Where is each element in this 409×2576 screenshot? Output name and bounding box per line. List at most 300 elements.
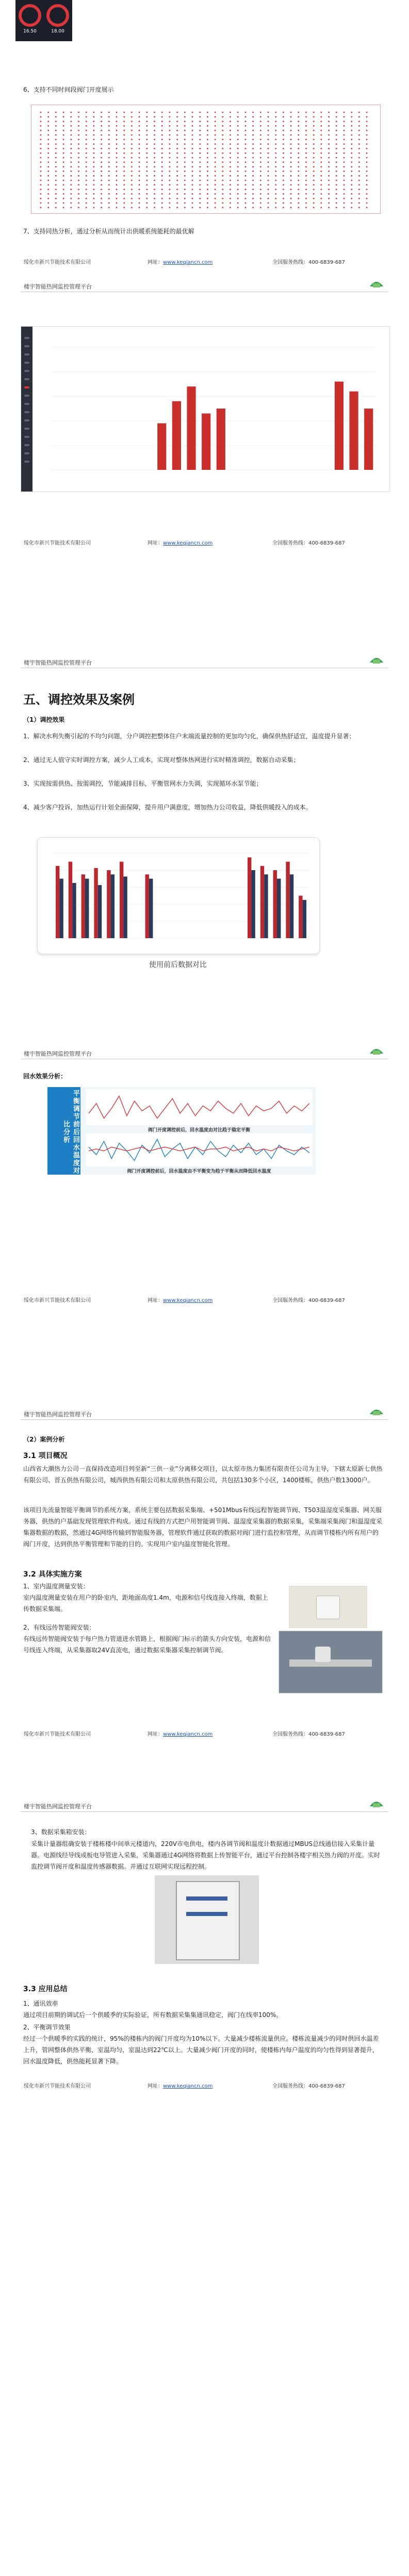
valve-dot bbox=[199, 130, 201, 131]
valve-dot bbox=[101, 139, 102, 140]
valve-dot bbox=[275, 166, 276, 167]
valve-dot bbox=[313, 207, 315, 208]
valve-dot bbox=[55, 207, 57, 208]
valve-dot bbox=[328, 171, 330, 172]
valve-dot bbox=[78, 157, 79, 159]
valve-dot bbox=[260, 112, 261, 113]
valve-dot bbox=[230, 121, 231, 122]
valve-dot bbox=[86, 116, 87, 117]
valve-dot bbox=[305, 157, 307, 159]
footer-site bbox=[148, 1730, 212, 1737]
valve-dot bbox=[199, 198, 201, 199]
bar bbox=[98, 885, 102, 938]
valve-dot bbox=[146, 152, 148, 154]
valve-dot bbox=[275, 148, 276, 149]
valve-dot bbox=[215, 139, 216, 140]
footer-site-label: 网址： bbox=[148, 260, 163, 265]
valve-dot bbox=[146, 139, 148, 140]
valve-dot bbox=[40, 157, 42, 159]
valve-dot bbox=[215, 198, 216, 199]
collector-cabinet-photo bbox=[155, 1875, 259, 1964]
valve-dot bbox=[290, 189, 292, 190]
valve-dot bbox=[366, 166, 368, 167]
valve-dot bbox=[268, 207, 269, 208]
valve-dot bbox=[207, 198, 208, 199]
valve-dot bbox=[283, 112, 284, 113]
valve-dot bbox=[305, 112, 307, 113]
valve-dot bbox=[78, 121, 79, 122]
valve-dot bbox=[313, 139, 315, 140]
valve-dot bbox=[123, 134, 125, 136]
valve-dot bbox=[70, 193, 72, 195]
valve-dot bbox=[290, 180, 292, 181]
valve-dot bbox=[358, 207, 360, 208]
valve-dot bbox=[184, 189, 186, 190]
valve-dot bbox=[101, 184, 102, 185]
valve-dot bbox=[55, 202, 57, 204]
valve-dot bbox=[169, 198, 171, 199]
valve-dot bbox=[366, 148, 368, 149]
valve-dot bbox=[268, 193, 269, 195]
valve-dot bbox=[70, 143, 72, 145]
valve-dot bbox=[146, 175, 148, 177]
valve-dot bbox=[146, 116, 148, 117]
valve-dot bbox=[268, 189, 269, 190]
valve-dot bbox=[275, 130, 276, 131]
valve-dot bbox=[268, 175, 269, 177]
valve-dot bbox=[245, 143, 247, 145]
valve-dot bbox=[351, 121, 352, 122]
valve-dot bbox=[358, 125, 360, 127]
valve-dot bbox=[108, 180, 110, 181]
valve-install-para: 有线远传智能阀安装于每户热力管道进水管路上，根据阀门标示的箭头方向安装，电源和信号线连入终端，从采集器取24V直流电，通过数据采集器采集控制调节阀。 bbox=[23, 1635, 271, 1654]
valve-dot bbox=[305, 116, 307, 117]
valve-dot bbox=[123, 139, 125, 140]
valve-dot bbox=[108, 198, 110, 199]
valve-dot bbox=[343, 134, 345, 136]
valve-dot bbox=[230, 143, 231, 145]
valve-dot bbox=[78, 180, 79, 181]
valve-dot bbox=[139, 166, 140, 167]
valve-dot bbox=[268, 139, 269, 140]
valve-dot bbox=[358, 157, 360, 159]
item-6-text: 6、支持不同时间段阀门开度展示 bbox=[23, 86, 114, 93]
bar bbox=[248, 857, 251, 938]
valve-dot bbox=[343, 121, 345, 122]
valve-dot bbox=[222, 198, 223, 199]
valve-dot bbox=[47, 175, 49, 177]
indoor-sensor-photo bbox=[289, 1586, 367, 1628]
valve-dot bbox=[184, 116, 186, 117]
valve-dot bbox=[176, 125, 178, 127]
valve-dot bbox=[298, 189, 299, 190]
valve-dot bbox=[63, 152, 64, 154]
valve-dot bbox=[283, 134, 284, 136]
footer-hotline bbox=[272, 258, 345, 265]
bar bbox=[273, 870, 277, 938]
valve-dot bbox=[215, 130, 216, 131]
valve-dot bbox=[343, 189, 345, 190]
company-logo-icon bbox=[368, 1044, 385, 1056]
valve-dot bbox=[237, 130, 239, 131]
valve-dot bbox=[245, 130, 247, 131]
valve-dot bbox=[139, 143, 140, 145]
valve-dot bbox=[237, 152, 239, 154]
bar bbox=[202, 414, 210, 470]
valve-dot bbox=[101, 161, 102, 163]
valve-dot bbox=[93, 198, 95, 199]
valve-dot bbox=[358, 189, 360, 190]
footer-hotline-number: 400-6839-687 bbox=[308, 2083, 345, 2089]
valve-dot bbox=[268, 152, 269, 154]
valve-dot bbox=[358, 193, 360, 195]
valve-dot bbox=[230, 175, 231, 177]
valve-dot bbox=[116, 157, 118, 159]
footer-hotline bbox=[272, 1730, 345, 1737]
valve-dot bbox=[161, 116, 163, 117]
valve-dot bbox=[184, 112, 186, 113]
valve-dot bbox=[108, 161, 110, 163]
valve-dot bbox=[161, 207, 163, 208]
valve-dot bbox=[328, 202, 330, 204]
valve-dot bbox=[366, 171, 368, 172]
valve-dot bbox=[86, 157, 87, 159]
valve-dot bbox=[343, 116, 345, 117]
page-header-title: 楼宇智能热网监控管理平台 bbox=[24, 1803, 92, 1810]
valve-dot bbox=[192, 198, 193, 199]
valve-dot bbox=[343, 130, 345, 131]
chart-caption: 使用前后数据对比 bbox=[149, 961, 207, 969]
valve-dot bbox=[321, 166, 322, 167]
valve-dot bbox=[245, 175, 247, 177]
valve-dot bbox=[321, 157, 322, 159]
valve-dot bbox=[176, 198, 178, 199]
valve-dot bbox=[161, 134, 163, 136]
valve-dot bbox=[86, 121, 87, 122]
bar bbox=[94, 868, 97, 938]
valve-dot bbox=[55, 139, 57, 140]
left-banner bbox=[47, 1087, 80, 1175]
valve-dot bbox=[230, 207, 231, 208]
valve-dot bbox=[230, 157, 231, 159]
valve-dot bbox=[70, 198, 72, 199]
bar bbox=[59, 879, 63, 939]
valve-dot bbox=[351, 116, 352, 117]
valve-dot bbox=[154, 189, 155, 190]
valve-dot bbox=[321, 198, 322, 199]
valve-dot bbox=[101, 134, 102, 136]
valve-dot bbox=[215, 157, 216, 159]
valve-dot bbox=[245, 116, 247, 117]
bar bbox=[85, 879, 89, 939]
valve-dot bbox=[305, 130, 307, 131]
valve-dot bbox=[146, 125, 148, 127]
valve-dot bbox=[237, 175, 239, 177]
valve-dot bbox=[86, 198, 87, 199]
valve-dot bbox=[321, 175, 322, 177]
valve-dot bbox=[268, 180, 269, 181]
valve-dot bbox=[252, 143, 254, 145]
valve-dot bbox=[237, 143, 239, 145]
valve-dot bbox=[275, 116, 276, 117]
valve-dot bbox=[222, 112, 223, 113]
valve-dot bbox=[343, 143, 345, 145]
valve-dot bbox=[169, 171, 171, 172]
valve-dot bbox=[184, 171, 186, 172]
valve-dot bbox=[154, 112, 155, 113]
valve-dot bbox=[108, 116, 110, 117]
valve-dot bbox=[215, 184, 216, 185]
valve-dot bbox=[101, 180, 102, 181]
valve-dot bbox=[252, 193, 254, 195]
valve-dot bbox=[47, 171, 49, 172]
valve-dot bbox=[336, 180, 337, 181]
valve-dot bbox=[260, 180, 261, 181]
valve-dot bbox=[215, 152, 216, 154]
valve-dot bbox=[366, 139, 368, 140]
valve-dot bbox=[176, 130, 178, 131]
valve-dot bbox=[298, 166, 299, 167]
valve-dot bbox=[222, 161, 223, 163]
valve-dot bbox=[199, 134, 201, 136]
valve-dot bbox=[366, 157, 368, 159]
valve-dot bbox=[101, 130, 102, 131]
footer-site-label: 网址： bbox=[148, 2083, 163, 2089]
valve-dot bbox=[123, 125, 125, 127]
bar bbox=[145, 874, 149, 938]
valve-dot bbox=[86, 202, 87, 204]
valve-dot bbox=[139, 148, 140, 149]
valve-dot bbox=[351, 157, 352, 159]
valve-dot bbox=[86, 148, 87, 149]
valve-dot bbox=[230, 139, 231, 140]
footer-company: 绥化市新兴节能技术有限公司 bbox=[24, 1732, 91, 1737]
valve-dot bbox=[101, 171, 102, 172]
valve-dot bbox=[298, 121, 299, 122]
chart-top-caption: 阀门开度调控前后，回水温度由对比趋于稳定平衡 bbox=[148, 1128, 250, 1133]
valve-dot bbox=[169, 134, 171, 136]
valve-dot bbox=[245, 198, 247, 199]
valve-dot bbox=[184, 166, 186, 167]
valve-dot bbox=[230, 180, 231, 181]
valve-dot bbox=[275, 175, 276, 177]
valve-dot bbox=[78, 193, 79, 195]
valve-dot bbox=[78, 152, 79, 154]
valve-dot bbox=[283, 148, 284, 149]
valve-dot bbox=[199, 152, 201, 154]
valve-dot bbox=[108, 143, 110, 145]
valve-dot bbox=[336, 193, 337, 195]
valve-dot bbox=[123, 207, 125, 208]
valve-dot bbox=[290, 116, 292, 117]
footer-hotline-label: 全国服务热线： bbox=[272, 2083, 308, 2089]
balance-effect-para: 经过一个供暖季的实践的统计，95%的楼栋内的阀门开度均为10%以下。大量减少楼栋流量供应。楼栋流量减少的同时供回水温差上升，管网整体供热平衡，室温均匀，室温达到22℃以上。大量减少阀门开度的同时，使楼栋内每户温度的均匀性得到显著提升，回水温度降低，供热能耗显著下降。 bbox=[23, 2035, 379, 2065]
valve-dot bbox=[260, 148, 261, 149]
valve-dot bbox=[63, 207, 64, 208]
valve-dot bbox=[275, 157, 276, 159]
valve-dot bbox=[283, 175, 284, 177]
valve-dot bbox=[290, 207, 292, 208]
footer-hotline-label: 全国服务热线： bbox=[272, 1732, 308, 1737]
valve-dot bbox=[275, 202, 276, 204]
valve-dot bbox=[298, 161, 299, 163]
valve-dot bbox=[78, 143, 79, 145]
valve-dot bbox=[40, 125, 42, 127]
valve-dot bbox=[222, 180, 223, 181]
valve-dot bbox=[275, 180, 276, 181]
section-title: 五、调控效果及案例 bbox=[23, 692, 135, 707]
valve-dot bbox=[47, 157, 49, 159]
valve-dot bbox=[305, 189, 307, 190]
valve-dot bbox=[139, 157, 140, 159]
valve-dot bbox=[366, 112, 368, 113]
valve-dot bbox=[237, 116, 239, 117]
footer-hotline-number: 400-6839-687 bbox=[308, 260, 345, 265]
valve-dot bbox=[116, 112, 118, 113]
valve-dot bbox=[351, 125, 352, 127]
valve-dot bbox=[321, 184, 322, 185]
valve-dot bbox=[154, 175, 155, 177]
valve-dot bbox=[222, 189, 223, 190]
valve-dot bbox=[116, 184, 118, 185]
valve-dot bbox=[343, 202, 345, 204]
valve-dot bbox=[275, 193, 276, 195]
footer-site-link[interactable]: www.keqiancn.com bbox=[163, 1732, 213, 1737]
valve-dot bbox=[55, 112, 57, 113]
footer-hotline-number: 400-6839-687 bbox=[308, 540, 345, 546]
valve-dot bbox=[321, 112, 322, 113]
footer-hotline bbox=[272, 538, 345, 546]
valve-dot bbox=[237, 139, 239, 140]
valve-dot bbox=[290, 125, 292, 127]
valve-dot bbox=[268, 116, 269, 117]
valve-dot bbox=[139, 116, 140, 117]
valve-dot bbox=[78, 148, 79, 149]
valve-dot bbox=[131, 171, 133, 172]
valve-dot bbox=[108, 202, 110, 204]
valve-dot bbox=[40, 180, 42, 181]
valve-dot bbox=[78, 198, 79, 199]
valve-dot bbox=[161, 157, 163, 159]
footer-site-link[interactable]: www.keqiancn.com bbox=[163, 260, 213, 265]
valve-dot bbox=[108, 112, 110, 113]
valve-dot bbox=[245, 184, 247, 185]
valve-dot bbox=[63, 121, 64, 122]
valve-dot bbox=[70, 116, 72, 117]
valve-dot bbox=[199, 121, 201, 122]
valve-dot bbox=[131, 134, 133, 136]
valve-dot bbox=[222, 121, 223, 122]
valve-dot bbox=[305, 198, 307, 199]
valve-dot bbox=[298, 112, 299, 113]
valve-dot bbox=[215, 125, 216, 127]
valve-dot bbox=[78, 130, 79, 131]
footer-site-link[interactable]: www.keqiancn.com bbox=[163, 1298, 213, 1303]
valve-dot bbox=[169, 161, 171, 163]
valve-dot bbox=[245, 125, 247, 127]
valve-dot bbox=[222, 207, 223, 208]
valve-dot bbox=[298, 152, 299, 154]
effect-para-1: 1、解决水利失衡引起的不均匀问题，分户调控把整体住户末端流量控制的更加均匀化，确保供热舒适宜，温度提升显著； bbox=[23, 733, 355, 740]
valve-dot bbox=[328, 198, 330, 199]
valve-dot bbox=[131, 180, 133, 181]
valve-dot bbox=[101, 152, 102, 154]
valve-dot bbox=[108, 134, 110, 136]
valve-dot bbox=[237, 157, 239, 159]
valve-dot bbox=[86, 112, 87, 113]
valve-dot bbox=[184, 139, 186, 140]
valve-dot bbox=[86, 130, 87, 131]
gauge-1-value: 16.50 bbox=[23, 29, 37, 34]
valve-dot bbox=[199, 112, 201, 113]
valve-dot bbox=[146, 130, 148, 131]
valve-dot bbox=[245, 161, 247, 163]
valve-dot bbox=[131, 116, 133, 117]
valve-dot bbox=[358, 166, 360, 167]
valve-dot bbox=[237, 171, 239, 172]
valve-dot bbox=[343, 193, 345, 195]
valve-dot bbox=[268, 198, 269, 199]
valve-dot bbox=[101, 166, 102, 167]
valve-dot bbox=[47, 116, 49, 117]
valve-dot bbox=[207, 171, 208, 172]
valve-dot bbox=[108, 121, 110, 122]
valve-dot bbox=[222, 139, 223, 140]
valve-dot bbox=[328, 121, 330, 122]
valve-dot bbox=[154, 180, 155, 181]
valve-dot bbox=[207, 139, 208, 140]
valve-dot bbox=[260, 171, 261, 172]
valve-dot bbox=[139, 139, 140, 140]
valve-dot bbox=[184, 157, 186, 159]
valve-dot bbox=[63, 202, 64, 204]
valve-dot bbox=[252, 157, 254, 159]
valve-dot bbox=[184, 134, 186, 136]
valve-dot bbox=[86, 161, 87, 163]
valve-dot bbox=[351, 130, 352, 131]
valve-dot bbox=[336, 198, 337, 199]
valve-dot bbox=[123, 175, 125, 177]
valve-dot bbox=[78, 171, 79, 172]
valve-dot bbox=[70, 130, 72, 131]
valve-dot bbox=[146, 161, 148, 163]
valve-dot bbox=[366, 152, 368, 154]
comm-efficiency-title: 1、通讯效率 bbox=[23, 2000, 58, 2007]
valve-dot bbox=[260, 157, 261, 159]
valve-dot bbox=[139, 112, 140, 113]
valve-dot bbox=[184, 121, 186, 122]
valve-dot bbox=[328, 161, 330, 163]
footer-company: 绥化市新兴节能技术有限公司 bbox=[24, 260, 91, 265]
valve-dot bbox=[321, 207, 322, 208]
valve-dot bbox=[116, 134, 118, 136]
valve-dot bbox=[215, 161, 216, 163]
valve-dot bbox=[230, 125, 231, 127]
valve-dot bbox=[358, 161, 360, 163]
valve-dot bbox=[321, 125, 322, 127]
valve-dot bbox=[351, 171, 352, 172]
footer-site-link[interactable]: www.keqiancn.com bbox=[163, 2083, 213, 2089]
footer-site-link[interactable]: www.keqiancn.com bbox=[163, 540, 213, 546]
valve-dot bbox=[139, 161, 140, 163]
valve-dot bbox=[131, 175, 133, 177]
valve-dot bbox=[366, 121, 368, 122]
valve-dot bbox=[131, 184, 133, 185]
valve-dot bbox=[358, 171, 360, 172]
valve-dot bbox=[169, 184, 171, 185]
valve-dot bbox=[358, 143, 360, 145]
valve-dot bbox=[176, 166, 178, 167]
